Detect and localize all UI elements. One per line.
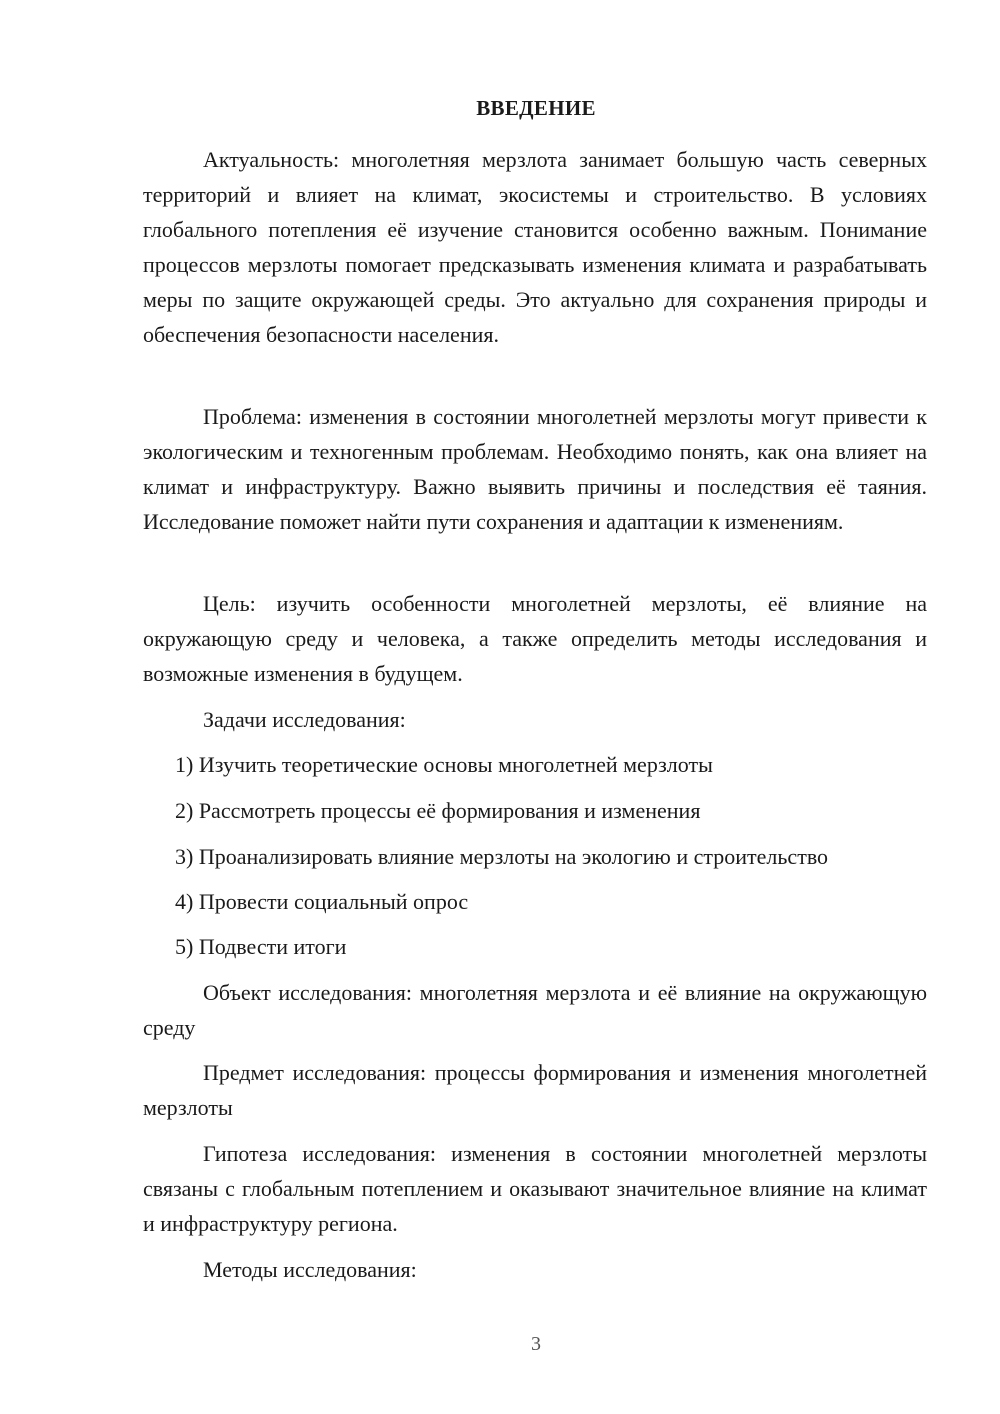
page-number: 3 [531, 1333, 541, 1355]
task-item: 5) Подвести итоги [175, 934, 347, 959]
hypothesis-paragraph: Гипотеза исследования: изменения в состоянии многолетней мерзлоты связаны с глобальным потеплением и оказывают значительное влияние на климат и инфраструктуру региона. [143, 1141, 927, 1236]
object-paragraph: Объект исследования: многолетняя мерзлота и её влияние на окружающую среду [143, 980, 927, 1040]
task-item: 2) Рассмотреть процессы её формирования и изменения [175, 798, 701, 823]
tasks-heading: Задачи исследования: [203, 707, 406, 732]
relevance-paragraph: Актуальность: многолетняя мерзлота занимает большую часть северных территорий и влияет на климат, экосистемы и строительство. В условиях глобального потепления её изучение становится особенно важным. Понимание процессов мерзлоты помогает предсказывать изменения климата и разрабатывать меры по защите окружающей среды. Это актуально для сохранения природы и обеспечения безопасности населения. [143, 147, 927, 347]
task-item: 1) Изучить теоретические основы многолетней мерзлоты [175, 752, 713, 777]
methods-heading: Методы исследования: [203, 1257, 417, 1282]
problem-paragraph: Проблема: изменения в состоянии многолетней мерзлоты могут привести к экологическим и техногенным проблемам. Необходимо понять, как она влияет на климат и инфраструктуру. Важно выявить причины и последствия её таяния. Исследование поможет найти пути сохранения и адаптации к изменениям. [143, 404, 927, 534]
goal-paragraph: Цель: изучить особенности многолетней мерзлоты, её влияние на окружающую среду и человека, а также определить методы исследования и возможные изменения в будущем. [143, 591, 927, 686]
subject-paragraph: Предмет исследования: процессы формирования и изменения многолетней мерзлоты [143, 1060, 927, 1120]
task-item: 4) Провести социальный опрос [175, 889, 469, 914]
task-item: 3) Проанализировать влияние мерзлоты на экологию и строительство [175, 844, 829, 869]
document-title: ВВЕДЕНИЕ [476, 96, 596, 120]
